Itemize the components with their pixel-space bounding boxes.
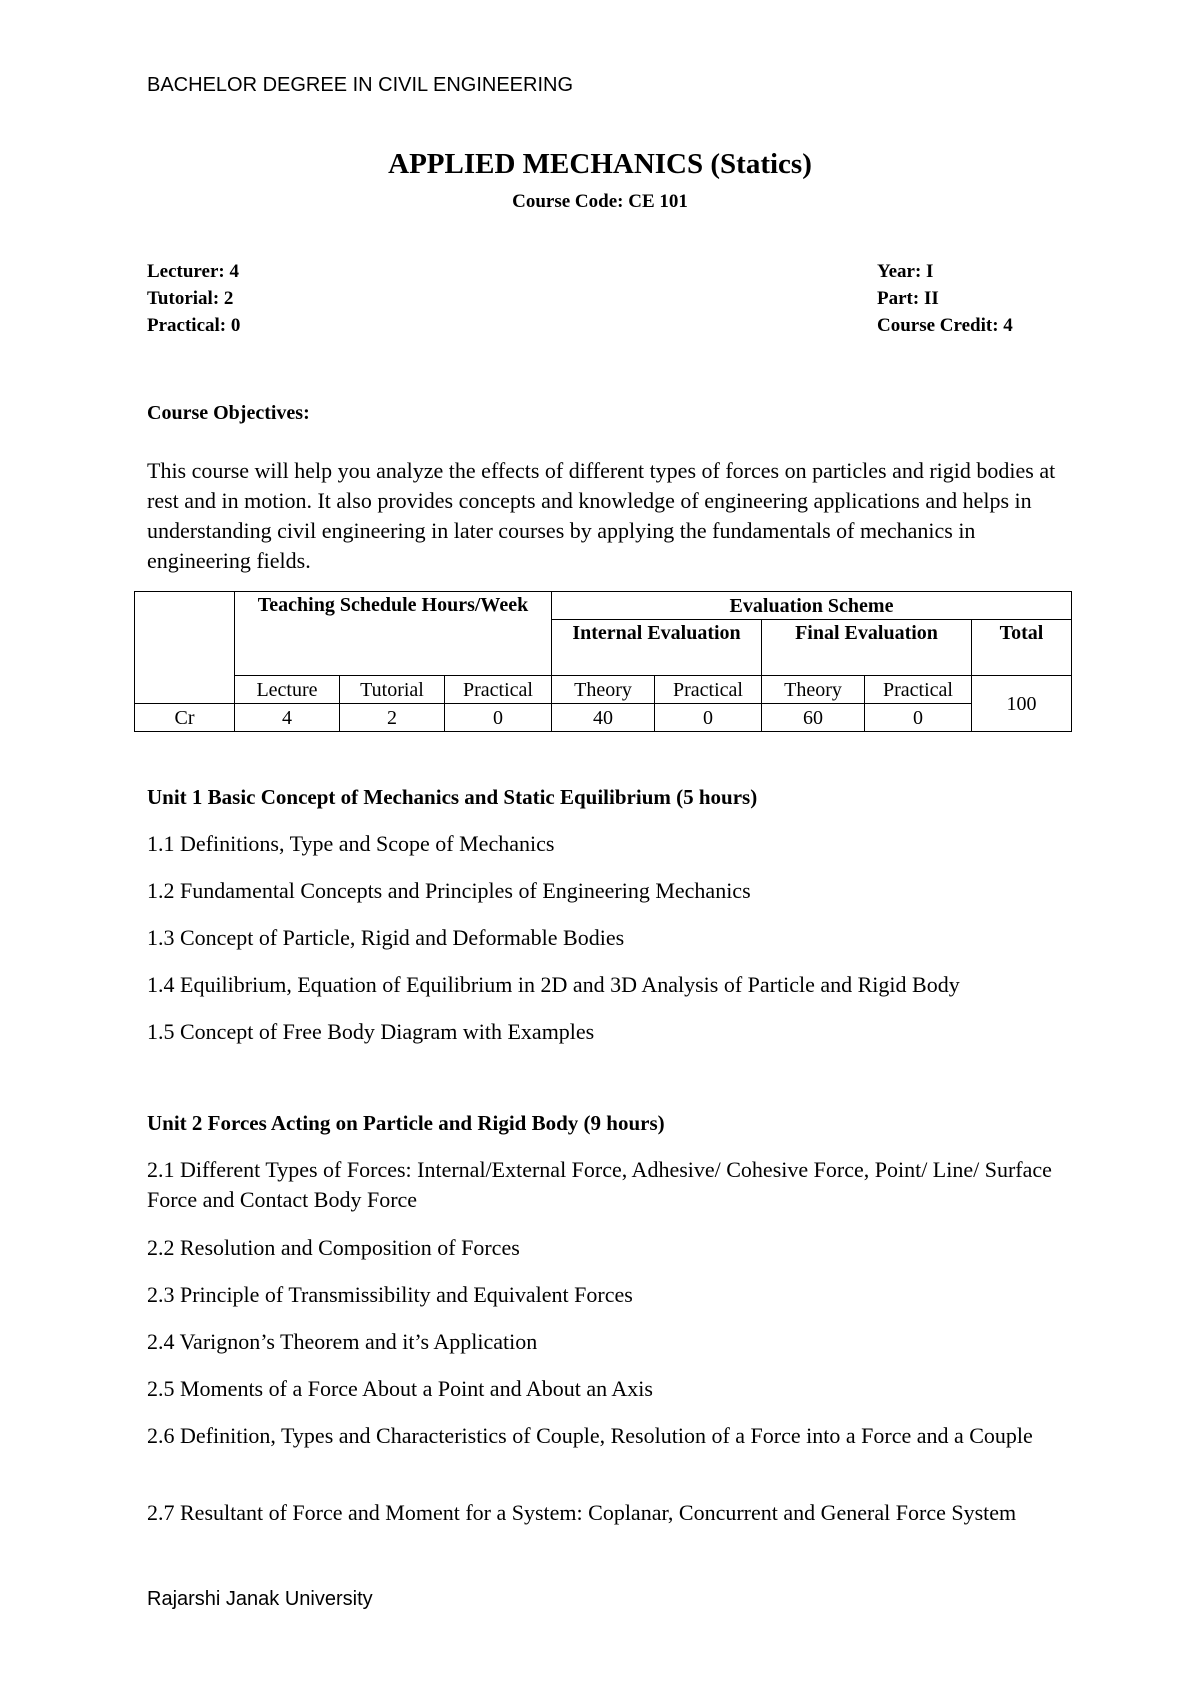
unit2-item: 2.2 Resolution and Composition of Forces	[147, 1235, 520, 1260]
total-value: 100	[972, 676, 1072, 732]
value-practical: 0	[445, 704, 552, 732]
course-code: Course Code: CE 101	[512, 191, 688, 212]
value-lecture: 4	[235, 704, 340, 732]
page-footer: Rajarshi Janak University	[147, 1588, 373, 1610]
unit1-heading: Unit 1 Basic Concept of Mechanics and Static Equilibrium (5 hours)	[147, 785, 758, 809]
unit2-item: 2.7 Resultant of Force and Moment for a System: Coplanar, Concurrent and General Force System	[147, 1500, 1017, 1525]
teaching-schedule-header: Teaching Schedule Hours/Week	[235, 592, 552, 676]
year: Year: I	[877, 261, 934, 282]
total-header: Total	[972, 620, 1072, 676]
row-label-cr: Cr	[135, 704, 235, 732]
unit2-item: 2.1 Different Types of Forces: Internal/External Force, Adhesive/ Cohesive Force, Point/ Line/ Surface Force and Contact Body Force	[147, 1157, 1052, 1212]
lecturer-hours: Lecturer: 4	[147, 261, 239, 282]
subheader-final-theory: Theory	[762, 676, 865, 704]
value-internal-practical: 0	[655, 704, 762, 732]
meta-right-block	[877, 258, 1013, 339]
unit1-item: 1.4 Equilibrium, Equation of Equilibrium in 2D and 3D Analysis of Particle and Rigid Body	[147, 972, 960, 997]
unit1-item: 1.2 Fundamental Concepts and Principles of Engineering Mechanics	[147, 878, 751, 903]
subheader-practical: Practical	[445, 676, 552, 704]
value-final-theory: 60	[762, 704, 865, 732]
final-evaluation-header: Final Evaluation	[762, 620, 972, 676]
unit2-item: 2.5 Moments of a Force About a Point and About an Axis	[147, 1376, 653, 1401]
practical-hours: Practical: 0	[147, 315, 241, 336]
internal-evaluation-header: Internal Evaluation	[552, 620, 762, 676]
value-internal-theory: 40	[552, 704, 655, 732]
unit2-heading: Unit 2 Forces Acting on Particle and Rigid Body (9 hours)	[147, 1111, 665, 1135]
subheader-internal-practical: Practical	[655, 676, 762, 704]
subheader-lecture: Lecture	[235, 676, 340, 704]
unit2-item: 2.6 Definition, Types and Characteristics of Couple, Resolution of a Force into a Force and a Couple	[147, 1423, 1033, 1448]
unit2-item: 2.3 Principle of Transmissibility and Equivalent Forces	[147, 1282, 633, 1307]
part: Part: II	[877, 288, 939, 309]
course-credit: Course Credit: 4	[877, 315, 1013, 336]
value-final-practical: 0	[865, 704, 972, 732]
schedule-table	[134, 591, 1072, 732]
meta-left-block	[147, 258, 240, 339]
subheader-final-practical: Practical	[865, 676, 972, 704]
unit1-item: 1.5 Concept of Free Body Diagram with Examples	[147, 1019, 595, 1044]
objectives-heading: Course Objectives:	[147, 402, 310, 424]
page-header: BACHELOR DEGREE IN CIVIL ENGINEERING	[147, 74, 574, 96]
empty-corner-cell	[135, 592, 235, 704]
subheader-tutorial: Tutorial	[340, 676, 445, 704]
subheader-internal-theory: Theory	[552, 676, 655, 704]
tutorial-hours: Tutorial: 2	[147, 288, 234, 309]
evaluation-scheme-header: Evaluation Scheme	[552, 592, 1072, 620]
objectives-text: This course will help you analyze the effects of different types of forces on particles and rigid bodies at rest and in motion. It also provides concepts and knowledge of engineering applications and helps in understanding civil engineering in later courses by applying the fundamentals of mechanics in engineering fields.	[147, 458, 1056, 573]
course-title: APPLIED MECHANICS (Statics)	[388, 148, 812, 180]
unit1-item: 1.3 Concept of Particle, Rigid and Deformable Bodies	[147, 925, 625, 950]
value-tutorial: 2	[340, 704, 445, 732]
unit1-item: 1.1 Definitions, Type and Scope of Mechanics	[147, 831, 555, 856]
unit2-item: 2.4 Varignon’s Theorem and it’s Application	[147, 1329, 538, 1354]
